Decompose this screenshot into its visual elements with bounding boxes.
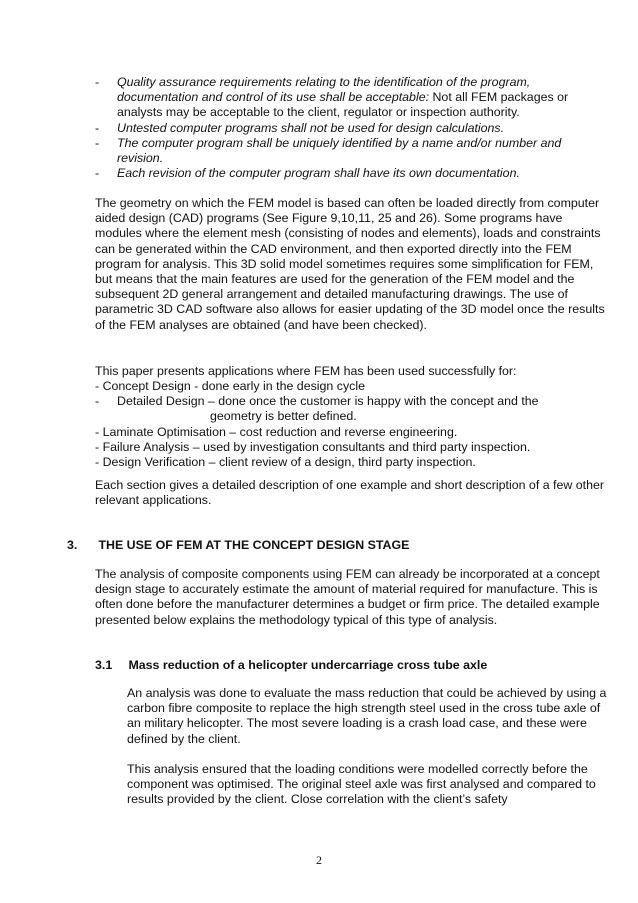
bullet-dash: - xyxy=(95,166,100,181)
requirement-italic: Each revision of the computer program shall have its own documentation. xyxy=(117,166,520,181)
subsection-title: Mass reduction of a helicopter undercarriage cross tube axle xyxy=(128,658,488,672)
list-item-text: Detailed Design – done once the customer is happy with the concept and the xyxy=(117,394,539,409)
paragraph-geometry: The geometry on which the FEM model is based can often be loaded directly from computer aided design (CAD) programs (See Figure 9,10,11, 25 and 26). Some programs have modules where the element mesh (consisting of nodes and elements), loads and constraints can be generated within the CAD environment, and then exported directly into the FEM program for analysis. This 3D solid model sometimes requires some simplification for FEM, but means that the main features are used for the generation of the FEM model and the subsequent 2D general arrangement and detailed manufacturing drawings. The use of parametric 3D CAD software also allows for easier updating of the 3D model once the results of the FEM analyses are obtained (and have been checked). xyxy=(95,196,605,332)
paragraph-mass-reduction: An analysis was done to evaluate the mass reduction that could be achieved by using a carbon fibre composite to replace the high strength steel used in the cross tube axle of an military helicopter. The most severe loading is a crash load case, and these were defined by the client. xyxy=(127,686,607,746)
bullet-dash: - xyxy=(95,135,100,150)
list-item xyxy=(95,394,610,409)
paragraph-sections: Each section gives a detailed description of one example and short description of a few other relevant applications. xyxy=(95,478,605,508)
list-item: - Concept Design - done early in the design cycle xyxy=(95,379,365,393)
section-heading xyxy=(67,538,409,553)
list-item xyxy=(95,75,605,121)
requirement-italic: Quality assurance requirements relating to the identification of the program, documentation and control of its use shall be acceptable: xyxy=(117,75,531,105)
requirement-comment: Not all FEM packages or analysts may be acceptable to the client, regulator or inspection authority. xyxy=(117,90,569,120)
list-item-continuation xyxy=(95,409,610,424)
section-title: THE USE OF FEM AT THE CONCEPT DESIGN STAGE xyxy=(98,538,410,552)
list-item xyxy=(95,121,605,136)
bullet-dash: - xyxy=(95,394,100,409)
list-item: - Design Verification – client review of a design, third party inspection. xyxy=(95,455,476,470)
paragraph-analysis-loading: This analysis ensured that the loading conditions were modelled correctly before the component was optimised. The original steel axle was first analysed and compared to results provided by the client. Close correlation with the client’s safety xyxy=(127,762,596,807)
list-item: - Failure Analysis – used by investigation consultants and third party inspection. xyxy=(95,439,531,454)
applications-list xyxy=(95,379,610,470)
requirement-italic: The computer program shall be uniquely identified by a name and/or number and revision. xyxy=(117,135,562,166)
subsection-number: 3.1 xyxy=(95,658,113,672)
bullet-dash: - xyxy=(95,120,100,135)
paragraph-applications-intro: This paper presents applications where FEM has been used successfully for: xyxy=(95,364,517,378)
requirement-italic: Untested computer programs shall not be used for design calculations. xyxy=(117,120,505,135)
bullet-dash: - xyxy=(95,75,100,89)
section-number: 3. xyxy=(67,538,78,552)
subsection-heading xyxy=(95,658,487,673)
list-item: - Laminate Optimisation – cost reduction and reverse engineering. xyxy=(95,424,458,439)
list-item xyxy=(95,136,605,166)
requirements-list xyxy=(95,75,605,181)
list-item-text: geometry is better defined. xyxy=(210,409,357,424)
list-item xyxy=(95,166,605,181)
page-number: 2 xyxy=(316,853,322,867)
paragraph-concept-design: The analysis of composite components using FEM can already be incorporated at a concept design stage to accurately estimate the amount of material required for manufacture. This is often done before the manufacturer determines a budget or firm price. The detailed example presented below explains the methodology typical of this type of analysis. xyxy=(95,567,600,627)
